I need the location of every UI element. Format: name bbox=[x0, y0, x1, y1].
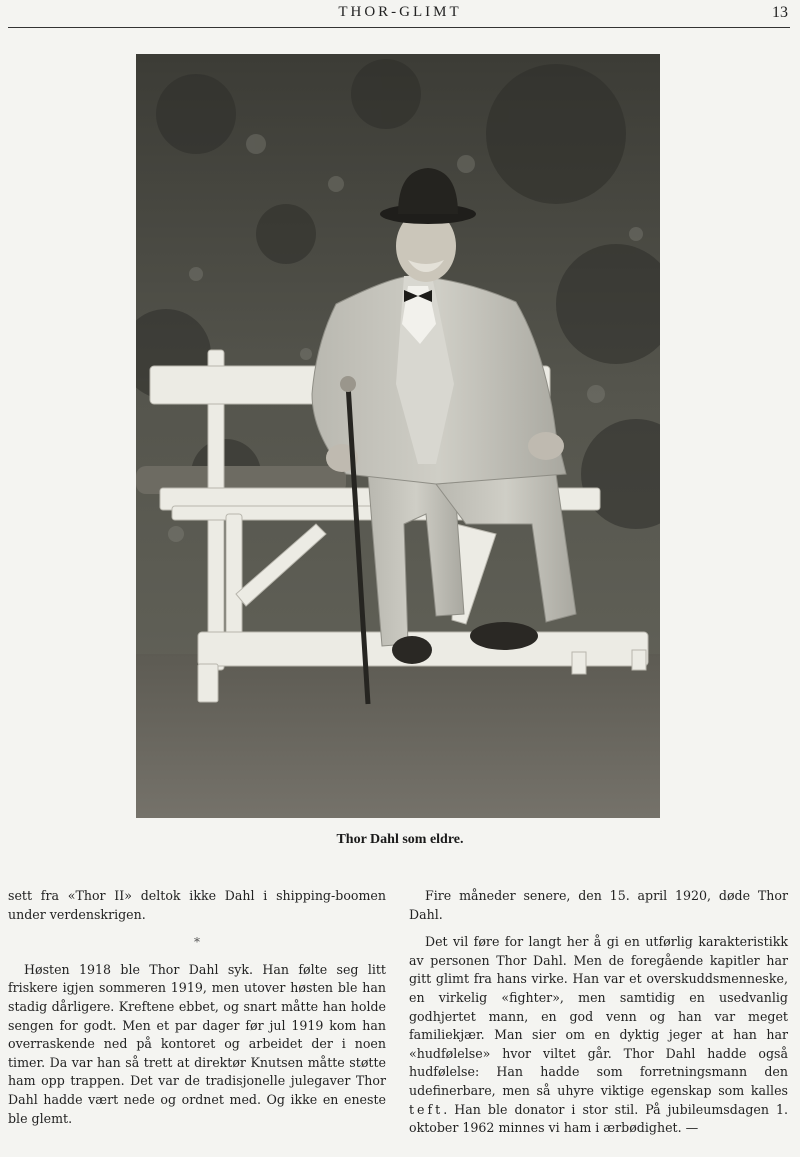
photo-illustration bbox=[136, 54, 660, 818]
header-rule bbox=[8, 27, 790, 28]
right-paragraph-2 bbox=[409, 933, 788, 1138]
page-number: 13 bbox=[772, 4, 788, 21]
right-paragraph-2-text: Det vil føre for langt her å gi en utførlig karakteristikk av personen Thor Dahl. Men de foregående kapitler har gitt glimt fra hans virke. Han var et overskuddsmenneske, en virkelig «fighter», men samtidig en usedvanlig godhjertet mann, en god venn og han var meget familiekjær. Man sier om en dyktig jeger at han har «hudfølelse» hvor viltet går. Thor Dahl hadde også hudfølelse: Han hadde som forretningsmann den udefinerbare, men så uhyre viktige egenskap som kalles bbox=[409, 934, 788, 1098]
right-paragraph-2-end: . Han ble donator i stor stil. På jubileumsdagen 1. oktober 1962 minnes vi ham i ærbødighet. — bbox=[409, 1101, 788, 1136]
portrait-photo bbox=[136, 54, 660, 818]
section-separator: * bbox=[194, 935, 200, 950]
left-paragraph-2: Høsten 1918 ble Thor Dahl syk. Han følte seg litt friskere igjen sommeren 1919, men utover høsten ble han stadig dårligere. Kreftene ebbet, og snart måtte han holde sengen for godt. Men et par dager før jul 1919 kom han overraskende ned på kontoret og arbeidet der i noen timer. Da var han så trett at direktør Knutsen måtte støtte ham opp trappen. Det var de tradisjonelle julegaver Thor Dahl hadde vært nede og ordnet med. Og ikke en eneste ble glemt. bbox=[8, 961, 386, 1126]
left-column bbox=[8, 887, 386, 1128]
right-paragraph-1: Fire måneder senere, den 15. april 1920, døde Thor Dahl. bbox=[409, 888, 788, 922]
left-paragraph-1: sett fra «Thor II» deltok ikke Dahl i shipping-boomen under verdenskrigen. bbox=[8, 888, 386, 922]
spaced-word: teft bbox=[409, 1101, 444, 1117]
running-title: THOR-GLIMT bbox=[338, 4, 462, 20]
right-column bbox=[409, 887, 788, 1138]
photo-caption: Thor Dahl som eldre. bbox=[336, 832, 464, 847]
